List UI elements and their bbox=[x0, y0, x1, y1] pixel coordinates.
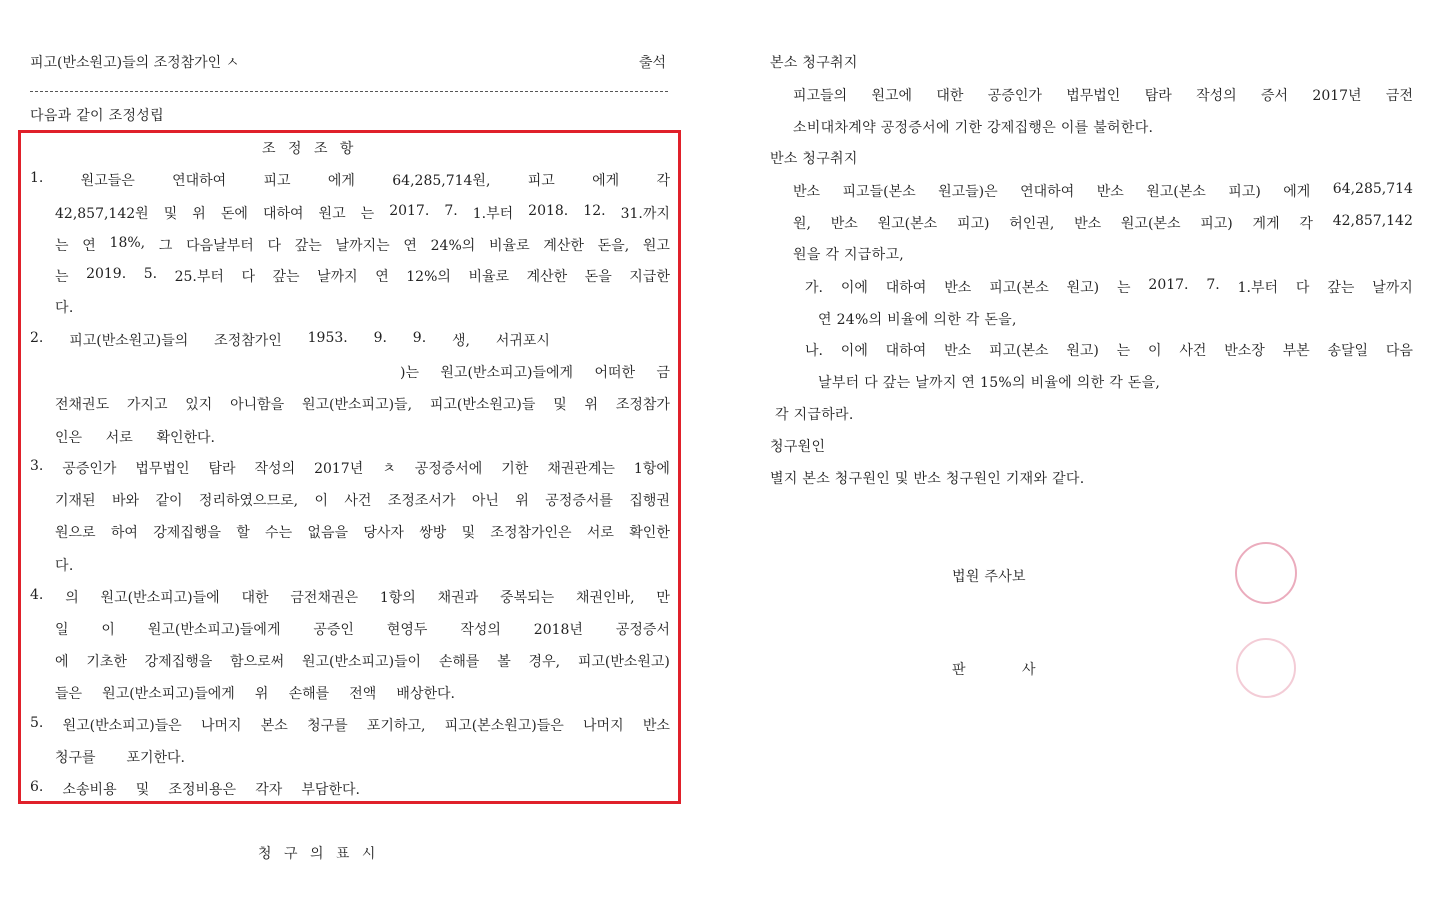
clause-word: 위 bbox=[254, 686, 269, 702]
claim-word: 날부터 다 갚는 날까지 연 15%의 비율에 의한 각 돈을, bbox=[818, 375, 1161, 391]
clause-word: 계산한 bbox=[526, 269, 568, 285]
clause-word: 5. bbox=[143, 266, 158, 282]
clause-word: 위 bbox=[192, 206, 206, 222]
clause-word: 4. bbox=[30, 587, 44, 603]
claim-word: 7. bbox=[1206, 277, 1220, 293]
claim-line bbox=[793, 85, 1413, 105]
clause-word: 피고 bbox=[527, 173, 555, 189]
clause-word: 각자 bbox=[255, 782, 283, 798]
clause-word: 일 bbox=[55, 622, 69, 638]
claim-word: 소비대차계약 공정증서에 기한 강제집행은 이를 불허한다. bbox=[793, 120, 1154, 136]
clause-word: 피고(반소원고) bbox=[577, 654, 670, 670]
clause-word: 12. bbox=[583, 203, 606, 219]
clause-word: 공정증서를 bbox=[545, 493, 613, 509]
clause-word: 다 bbox=[241, 269, 255, 285]
claim-word: 허인권, bbox=[1009, 216, 1055, 232]
clause-word: 원고(반소피고)들에 bbox=[100, 590, 220, 606]
claim-word: 원, bbox=[793, 216, 811, 232]
clause-word: 공정증서에 bbox=[414, 461, 483, 477]
clause-line bbox=[55, 297, 74, 317]
claim-word: 청구원인 bbox=[770, 439, 826, 455]
claim-word: 증서 bbox=[1261, 88, 1289, 104]
judge-label-2: 사 bbox=[1022, 662, 1036, 678]
clause-line bbox=[55, 555, 74, 575]
clause-line bbox=[30, 715, 670, 735]
clause-word: 9. bbox=[412, 330, 427, 346]
clause-word: 24%의 bbox=[430, 238, 476, 254]
claim-word: 피고) bbox=[956, 216, 990, 232]
claim-word: 연 24%의 비율에 의한 각 돈을, bbox=[818, 312, 1017, 328]
claim-word: 갚는 bbox=[1327, 280, 1355, 296]
clause-word: 아닌 bbox=[471, 493, 499, 509]
clause-word: 는 bbox=[360, 206, 375, 222]
clause-word: 사건 bbox=[344, 493, 372, 509]
clause-word: 각 bbox=[656, 173, 670, 189]
claim-line bbox=[770, 148, 858, 168]
clause-word: 갚는 bbox=[272, 269, 300, 285]
claim-line bbox=[805, 277, 1413, 297]
claim-word: 반소 bbox=[944, 280, 972, 296]
clause-word: 9. bbox=[373, 330, 387, 346]
clause-word: 어떠한 bbox=[594, 365, 636, 381]
clause-word: 1항에 bbox=[633, 461, 670, 477]
claim-word: 게게 bbox=[1252, 216, 1280, 232]
claim-word: 가. bbox=[805, 280, 823, 296]
clause-word: 1953. bbox=[307, 330, 348, 346]
claim-word: 반소장 bbox=[1224, 343, 1265, 359]
official-seal bbox=[1235, 542, 1297, 604]
clause-word: 이 bbox=[314, 493, 328, 509]
clause-word: 피고(반소원고)들의 bbox=[69, 333, 189, 349]
clause-word: 법무법인 bbox=[135, 461, 190, 477]
claim-word: 다 bbox=[1295, 280, 1310, 296]
claim-word: 반소 bbox=[830, 216, 858, 232]
clause-line bbox=[30, 779, 360, 799]
clause-word: 포기한다. bbox=[126, 750, 185, 766]
attendee-status: 출석 bbox=[638, 55, 666, 71]
claim-word: 원고(본소 bbox=[877, 216, 938, 232]
claim-word: 작성의 bbox=[1196, 88, 1237, 104]
clause-word: 청구를 bbox=[307, 718, 348, 734]
clause-word: 가지고 bbox=[126, 397, 168, 413]
clause-word: 1.부터 bbox=[472, 206, 514, 222]
clause-word: 원으로 bbox=[55, 525, 96, 541]
clause-word: 아니함을 bbox=[230, 397, 285, 413]
claim-word: 피고) bbox=[1228, 184, 1261, 200]
clause-word: 조정비용은 bbox=[168, 782, 237, 798]
clause-word: 현영두 bbox=[386, 622, 428, 638]
clause-word: 원고 bbox=[318, 206, 346, 222]
clause-word: 2018. bbox=[528, 203, 569, 219]
attendee-row bbox=[30, 52, 666, 72]
claim-word: 사건 bbox=[1179, 343, 1207, 359]
claim-line bbox=[818, 372, 1160, 392]
clause-word: 에게 bbox=[327, 173, 355, 189]
clause-word: 서로 bbox=[105, 430, 133, 446]
clerk-label: 법원 주사보 bbox=[952, 569, 1026, 585]
claim-word: 원고) bbox=[1066, 280, 1100, 296]
claim-word: 피고들의 bbox=[793, 88, 848, 104]
clause-word: 날까지는 bbox=[335, 238, 390, 254]
clause-line bbox=[55, 427, 215, 447]
claim-word: 대한 bbox=[936, 88, 964, 104]
claim-word: 금전 bbox=[1385, 88, 1413, 104]
clause-word: 18%, bbox=[109, 235, 146, 251]
clause-word: 정리하였으므로, bbox=[198, 493, 299, 509]
attendee-label: 피고(반소원고)들의 조정참가인 ㅅ bbox=[30, 55, 240, 71]
clause-word: 확인한다. bbox=[156, 430, 215, 446]
clause-word: 연대하여 bbox=[172, 173, 227, 189]
clause-word: 는 bbox=[55, 269, 69, 285]
clause-word: 7. bbox=[444, 203, 458, 219]
clause-word: 하여 bbox=[110, 525, 138, 541]
claim-word: 원고(본소 bbox=[1120, 216, 1181, 232]
claim-word: 반소 bbox=[944, 343, 972, 359]
clause-word: 배상한다. bbox=[396, 686, 455, 702]
clause-word: 바와 bbox=[111, 493, 140, 509]
clause-word: 조정참가인은 bbox=[490, 525, 572, 541]
claim-word: 피고) bbox=[1200, 216, 1233, 232]
clause-word: 1. bbox=[30, 170, 44, 186]
clause-line bbox=[55, 522, 670, 542]
claim-word: 42,857,142 bbox=[1332, 213, 1413, 229]
claim-word: 대하여 bbox=[885, 280, 927, 296]
clause-line bbox=[55, 394, 670, 414]
claim-word: 에게 bbox=[1283, 184, 1311, 200]
clause-word: 만 bbox=[656, 590, 670, 606]
clause-word: 5. bbox=[30, 715, 44, 731]
claim-word: 2017. bbox=[1148, 277, 1189, 293]
clause-word: 작성의 bbox=[460, 622, 501, 638]
clause-word: 금전채권은 bbox=[290, 590, 359, 606]
clause-word: 포기하고, bbox=[366, 718, 426, 734]
clause-word: 쌍방 bbox=[419, 525, 447, 541]
clause-word: 2018년 bbox=[533, 622, 583, 638]
clause-line bbox=[30, 170, 670, 190]
clause-word: 청구를 bbox=[55, 750, 96, 766]
claim-word: 탐라 bbox=[1144, 88, 1172, 104]
clause-word: 비율로 bbox=[468, 269, 510, 285]
clause-word: 연 bbox=[403, 238, 417, 254]
clause-line bbox=[30, 458, 670, 478]
claim-word: 공증인가 bbox=[987, 88, 1042, 104]
clause-word: 연 bbox=[375, 269, 389, 285]
clause-line bbox=[55, 490, 670, 510]
clause-word: 위 bbox=[515, 493, 529, 509]
claim-line bbox=[793, 181, 1413, 201]
clause-word: 지급한 bbox=[629, 269, 670, 285]
claim-line bbox=[770, 52, 858, 72]
claim-word: 별지 본소 청구원인 및 반소 청구원인 기재와 같다. bbox=[770, 471, 1085, 487]
clause-word: 조정참가인 bbox=[214, 333, 282, 349]
claim-word: 각 bbox=[1299, 216, 1313, 232]
clause-word: 다음날부터 bbox=[186, 238, 254, 254]
clause-word: 서로 bbox=[586, 525, 614, 541]
clause-word: 채권과 bbox=[437, 590, 479, 606]
clause-word: 31.까지 bbox=[620, 206, 670, 222]
clause-word: 할 bbox=[236, 525, 250, 541]
clause-word: 조정참가 bbox=[615, 397, 670, 413]
clause-word: 2019. bbox=[86, 266, 127, 282]
clause-word: 2017년 bbox=[314, 461, 364, 477]
clause-line bbox=[55, 651, 670, 671]
clause-word: 및 bbox=[135, 782, 150, 798]
claim-word: 1.부터 bbox=[1237, 280, 1279, 296]
clause-word: 돈에 bbox=[220, 206, 248, 222]
clause-word: 소송비용 bbox=[62, 782, 117, 798]
clause-word: 돈을, bbox=[597, 238, 630, 254]
claim-word: 반소 bbox=[1096, 184, 1124, 200]
clause-word: 64,285,714원, bbox=[392, 173, 491, 189]
claim-word: 대하여 bbox=[885, 343, 927, 359]
claim-word: 원고에 bbox=[871, 88, 913, 104]
clause-word: 전채권도 bbox=[55, 397, 110, 413]
claim-word: 날까지 bbox=[1372, 280, 1413, 296]
clause-word: 들은 bbox=[55, 686, 83, 702]
clause-word: 나머지 bbox=[200, 718, 242, 734]
clause-word: 금 bbox=[656, 365, 670, 381]
claim-word: 원고(본소 bbox=[1146, 184, 1206, 200]
clause-word: 원고(반소피고)들에게 bbox=[147, 622, 281, 638]
clause-word: 공증인 bbox=[313, 622, 354, 638]
clause-word: 2. bbox=[30, 330, 44, 346]
clause-word: 원고(반소피고)들에게 bbox=[102, 686, 235, 702]
claim-word: 다음 bbox=[1385, 343, 1413, 359]
clause-word: 채권관계는 bbox=[547, 461, 615, 477]
clause-word: 전액 bbox=[349, 686, 377, 702]
clause-word: 이 bbox=[101, 622, 115, 638]
clause-word: 기초한 bbox=[86, 654, 127, 670]
clause-word: 비율로 bbox=[489, 238, 530, 254]
clause-word: 생, bbox=[451, 333, 470, 349]
clause-word: 돈을 bbox=[584, 269, 612, 285]
clause-word: 위 bbox=[584, 397, 599, 413]
clause-word: 작성의 bbox=[254, 461, 296, 477]
clause-word: 12%의 bbox=[406, 269, 451, 285]
clause-word: 그 bbox=[158, 238, 173, 254]
clause-line bbox=[400, 362, 670, 382]
claim-line bbox=[793, 117, 1153, 137]
claim-word: 부본 bbox=[1282, 343, 1310, 359]
claim-line bbox=[818, 309, 1017, 329]
intro-text: 다음과 같이 조정성립 bbox=[30, 108, 164, 124]
clause-word: 나머지 bbox=[583, 718, 624, 734]
clause-word: ㅊ bbox=[382, 461, 396, 477]
claim-word: 반소 청구취지 bbox=[770, 151, 858, 167]
clause-word: 강제집행을 bbox=[144, 654, 213, 670]
claim-line bbox=[793, 244, 904, 264]
claim-word: 는 bbox=[1117, 280, 1131, 296]
clause-word: 연 bbox=[82, 238, 96, 254]
clause-word: 손해를 bbox=[288, 686, 330, 702]
clause-line bbox=[55, 683, 455, 703]
claim-word: 이에 bbox=[840, 343, 868, 359]
claim-word: 송달일 bbox=[1327, 343, 1369, 359]
claim-word: 피고들(본소 bbox=[842, 184, 916, 200]
clause-word: 조정조서가 bbox=[387, 493, 456, 509]
clause-word: 공정증서 bbox=[615, 622, 670, 638]
claim-word: 이 bbox=[1147, 343, 1162, 359]
claim-line bbox=[775, 404, 854, 424]
claim-word: 2017년 bbox=[1312, 88, 1362, 104]
clause-word: 원고(반소피고)들은 bbox=[62, 718, 182, 734]
clause-line bbox=[55, 747, 185, 767]
clause-word: 대하여 bbox=[262, 206, 304, 222]
clause-word: 에게 bbox=[592, 173, 620, 189]
clause-word: 42,857,142원 bbox=[55, 206, 149, 222]
clause-word: 집행권 bbox=[629, 493, 670, 509]
clause-word: 날까지 bbox=[317, 269, 358, 285]
clause-word: )는 bbox=[400, 365, 419, 381]
clause-word: 및 bbox=[163, 206, 178, 222]
clause-word: 공증인가 bbox=[62, 461, 117, 477]
clause-word: 갚는 bbox=[294, 238, 322, 254]
clause-word: 있지 bbox=[185, 397, 213, 413]
clause-word: 피고 bbox=[263, 173, 291, 189]
clause-word: 확인한 bbox=[629, 525, 670, 541]
claim-word: 본소 청구취지 bbox=[770, 55, 858, 71]
claim-word: 반소 bbox=[793, 184, 821, 200]
clause-word: 원고들은 bbox=[80, 173, 135, 189]
claim-word: 피고(본소 bbox=[989, 280, 1049, 296]
clause-word: 같이 bbox=[155, 493, 183, 509]
clause-word: 인은 bbox=[55, 430, 83, 446]
clause-word: 는 bbox=[55, 238, 69, 254]
clause-word: 대한 bbox=[241, 590, 269, 606]
clause-word: 2017. bbox=[389, 203, 430, 219]
clause-line bbox=[55, 235, 670, 255]
clause-word: 탐라 bbox=[208, 461, 236, 477]
claim-line bbox=[805, 340, 1413, 360]
clause-word: 의 bbox=[65, 590, 79, 606]
clause-line bbox=[30, 587, 670, 607]
clause-word: 원고(반소피고)들에게 bbox=[440, 365, 574, 381]
clause-line bbox=[30, 330, 550, 350]
claim-word: 원고들)은 bbox=[938, 184, 998, 200]
clause-word: 기재된 bbox=[55, 493, 96, 509]
claim-line bbox=[770, 436, 825, 456]
judge-label-1: 판 bbox=[952, 662, 966, 678]
clause-word: 서귀포시 bbox=[495, 333, 550, 349]
claim-word: 원고) bbox=[1066, 343, 1099, 359]
clause-word: 원고(반소피고)들, bbox=[301, 397, 413, 413]
clause-word: 계산한 bbox=[543, 238, 584, 254]
clause-line bbox=[55, 266, 670, 286]
clause-word: 25.부터 bbox=[174, 269, 224, 285]
clause-word: 및 bbox=[553, 397, 567, 413]
clause-word: 1항의 bbox=[379, 590, 416, 606]
clause-word: 기한 bbox=[501, 461, 529, 477]
claim-word: 연대하여 bbox=[1020, 184, 1075, 200]
claim-word: 법무법인 bbox=[1066, 88, 1121, 104]
clause-word: 6. bbox=[30, 779, 44, 795]
clause-word: 원고 bbox=[642, 238, 670, 254]
clause-word: 부담한다. bbox=[301, 782, 360, 798]
claim-word: 64,285,714 bbox=[1332, 181, 1413, 197]
claim-word: 는 bbox=[1116, 343, 1131, 359]
clause-word: 에 bbox=[55, 654, 69, 670]
clause-word: 강제집행을 bbox=[153, 525, 221, 541]
claim-word: 각 지급하라. bbox=[775, 407, 854, 423]
clause-word: 다. bbox=[55, 558, 74, 574]
clause-word: 볼 bbox=[497, 654, 511, 670]
clause-line bbox=[55, 203, 670, 223]
clause-word: 및 bbox=[461, 525, 476, 541]
claim-title: 청 구 의 표 시 bbox=[258, 846, 380, 862]
clause-word: 반소 bbox=[642, 718, 670, 734]
clause-word: 다 bbox=[267, 238, 281, 254]
claim-line bbox=[770, 468, 1084, 488]
clause-word: 당사자 bbox=[363, 525, 404, 541]
claim-word: 원을 각 지급하고, bbox=[793, 247, 905, 263]
clause-word: 피고(본소원고)들은 bbox=[444, 718, 564, 734]
clause-word: 3. bbox=[30, 458, 44, 474]
clause-word: 경우, bbox=[528, 654, 561, 670]
clause-word: 피고(반소원고)들 bbox=[429, 397, 536, 413]
clause-word: 채권인바, bbox=[575, 590, 635, 606]
clause-word: 중복되는 bbox=[500, 590, 555, 606]
clauses-title: 조 정 조 항 bbox=[262, 141, 358, 157]
judge-seal bbox=[1236, 638, 1296, 698]
clause-word: 함으로써 bbox=[230, 654, 285, 670]
clause-word: 본소 bbox=[260, 718, 288, 734]
clause-word: 원고(반소피고)들이 bbox=[301, 654, 422, 670]
clause-line bbox=[55, 619, 670, 639]
claim-word: 나. bbox=[805, 343, 823, 359]
claim-line bbox=[793, 213, 1413, 233]
claim-word: 반소 bbox=[1074, 216, 1102, 232]
claim-word: 이에 bbox=[840, 280, 868, 296]
clause-word: 없음을 bbox=[307, 525, 348, 541]
clause-word: 다. bbox=[55, 300, 74, 316]
claim-word: 피고(본소 bbox=[988, 343, 1049, 359]
clause-word: 손해를 bbox=[438, 654, 480, 670]
clause-word: 수는 bbox=[265, 525, 293, 541]
dashed-divider bbox=[30, 91, 668, 92]
